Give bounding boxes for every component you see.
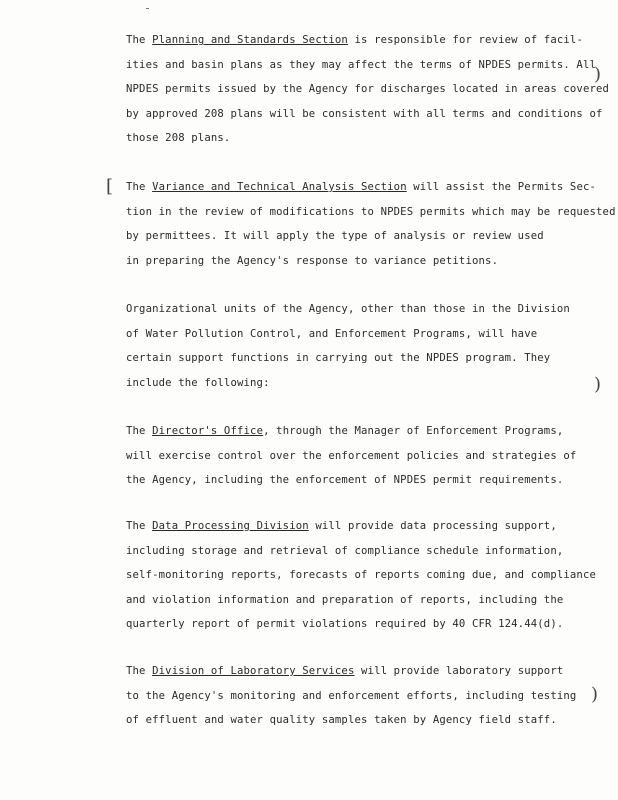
text-run: self-monitoring reports, forecasts of reports coming due, and compliance [126,569,597,581]
text-run: quarterly report of permit violations required by 40 CFR 124.44(d). [126,618,564,630]
text-run: certain support functions in carrying out the NPDES program. They [126,352,551,364]
text-run: to the Agency's monitoring and enforcement efforts, including testing [126,689,577,702]
underlined-section-name: Data Processing Division [152,520,309,532]
underlined-section-name: Variance and Technical Analysis Section [152,181,407,193]
text-line [126,83,609,95]
text-run: Organizational units of the Agency, other than those in the Division [126,303,570,315]
text-run: The [126,425,153,437]
margin-bracket-mark: [ [106,176,114,197]
text-line [126,34,583,46]
binder-hole-mark: ) [594,374,602,395]
text-run: those 208 plans. [126,132,231,144]
text-line [126,59,596,71]
text-run: will exercise control over the enforcement policies and strategies of [126,449,577,462]
text-run: in preparing the Agency's response to variance petitions. [126,254,499,267]
text-run: will provide data processing support, [308,520,557,532]
text-run: The [126,520,153,532]
text-line [126,328,537,340]
text-line [126,520,557,532]
text-line [126,206,616,218]
text-run: of effluent and water quality samples taken by Agency field staff. [126,714,557,726]
text-run: will provide laboratory support [354,665,564,677]
text-run: The [126,665,153,677]
text-line [126,132,230,144]
underlined-section-name: Planning and Standards Section [152,34,348,46]
text-run: of Water Pollution Control, and Enforcement Programs, will have [126,327,538,340]
text-run: tion in the review of modifications to NPDES permits which may be requested [126,205,616,218]
text-line [126,230,544,242]
text-run: , through the Manager of Enforcement Programs, [263,425,564,437]
text-run: The [126,181,153,193]
text-line [126,618,563,630]
text-line [126,303,570,315]
text-run: is responsible for review of facil- [347,34,583,46]
text-run: the Agency, including the enforcement of NPDES permit requirements. [126,474,564,486]
text-line [126,690,576,702]
text-line [126,569,596,581]
text-run: and violation information and preparation of reports, including the [126,593,564,606]
text-run: will assist the Permits Sec- [406,181,597,193]
binder-hole-mark: ) [594,64,602,85]
text-run: by permittees. It will apply the type of analysis or review used [126,230,544,242]
text-line [126,352,550,364]
text-run: NPDES permits issued by the Agency for discharges located in areas covered [126,83,610,95]
text-run: by approved 208 plans will be consistent with all terms and conditions of [126,107,603,120]
text-run: ities and basin plans as they may affect the terms of NPDES permits. All [126,58,597,71]
text-line [126,714,557,726]
binder-hole-mark: ) [591,684,599,705]
text-line [126,474,563,486]
underlined-section-name: Director's Office [152,425,264,437]
text-run: include the following: [126,376,270,389]
text-line [126,665,563,677]
text-run: including storage and retrieval of compliance schedule information, [126,544,564,557]
text-line [126,108,603,120]
text-line [126,450,576,462]
underlined-section-name: Division of Laboratory Services [152,665,355,677]
text-line [126,594,563,606]
text-line [126,545,563,557]
text-run: The [126,34,153,46]
scan-speck [146,8,149,9]
text-line [126,181,596,193]
text-line [126,255,498,267]
text-line [126,425,563,437]
text-line [126,377,270,389]
